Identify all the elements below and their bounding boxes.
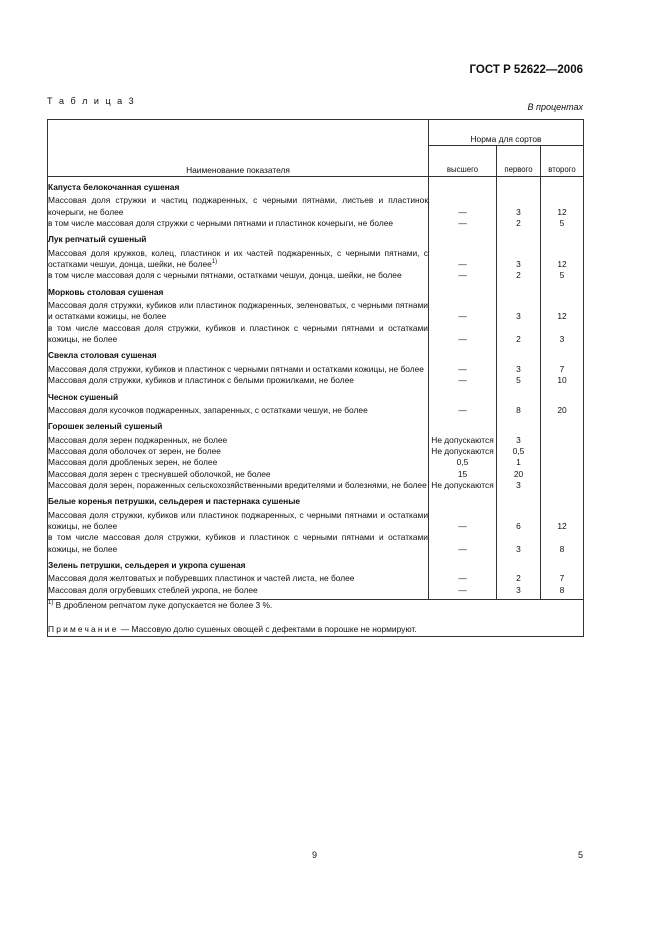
section-row xyxy=(48,177,584,196)
section-title: Свекла столовая сушеная xyxy=(48,350,157,361)
value-first-grade: 0,5 xyxy=(497,446,541,457)
empty-cell xyxy=(541,555,584,573)
value-second-grade: 12 xyxy=(541,300,584,323)
value-first-grade: 3 xyxy=(497,195,541,218)
value-first-grade: 20 xyxy=(497,469,541,480)
value-second-grade xyxy=(541,446,584,457)
section-row xyxy=(48,282,584,300)
value-top-grade: — xyxy=(429,510,497,533)
empty-cell xyxy=(497,229,541,247)
section-row xyxy=(48,416,584,434)
section-row xyxy=(48,387,584,405)
value-first-grade: 3 xyxy=(497,364,541,375)
value-first-grade: 2 xyxy=(497,218,541,229)
value-second-grade: 12 xyxy=(541,510,584,533)
indicator-name: Массовая доля стружки, кубиков или пластинок поджаренных, зеленоватых, с черными пятнами и остатками кожицы, не более xyxy=(48,300,428,322)
indicator-name: Массовая доля кружков, колец, пластинок и их частей поджаренных, с черными пятнами, с остатками чешуи, донца, шейки, не более xyxy=(48,247,428,270)
empty-cell xyxy=(429,345,497,363)
value-second-grade: 7 xyxy=(541,573,584,584)
table-row xyxy=(48,469,584,480)
table-row xyxy=(48,405,584,416)
value-top-grade: — xyxy=(429,532,497,555)
indicator-name: в том числе массовая доля стружки, кубиков и пластинок с черными пятнами и остатками кожицы, не более xyxy=(48,532,428,554)
value-second-grade xyxy=(541,480,584,491)
value-top-grade: — xyxy=(429,375,497,386)
note-text: — Массовую долю сушеных овощей с дефектами в порошке не нормируют. xyxy=(120,624,417,635)
empty-cell xyxy=(429,177,497,196)
value-second-grade: 20 xyxy=(541,405,584,416)
value-second-grade: 8 xyxy=(541,532,584,555)
indicator-name: Массовая доля стружки и частиц поджаренных, с черными пятнами, листьев и пластинок кочерыги, не более xyxy=(48,195,428,217)
empty-cell xyxy=(541,345,584,363)
footnote-mark: 1) xyxy=(48,600,54,607)
section-row xyxy=(48,345,584,363)
section-title: Белые коренья петрушки, сельдерея и пастернака сушеные xyxy=(48,496,301,507)
value-second-grade: 3 xyxy=(541,323,584,346)
indicator-name: Массовая доля зерен поджаренных, не более xyxy=(48,434,228,445)
standard-number: ГОСТ Р 52622—2006 xyxy=(469,64,583,76)
table-row xyxy=(48,435,584,446)
value-second-grade: 12 xyxy=(541,195,584,218)
empty-cell xyxy=(497,416,541,434)
empty-cell xyxy=(497,491,541,509)
empty-cell xyxy=(429,491,497,509)
table-row xyxy=(48,585,584,600)
value-top-grade: Не допускаются xyxy=(429,435,497,446)
value-top-grade: — xyxy=(429,364,497,375)
table-row xyxy=(48,457,584,468)
empty-cell xyxy=(429,416,497,434)
column-header-grade-top: высшего xyxy=(429,146,497,177)
value-second-grade: 12 xyxy=(541,248,584,271)
value-top-grade: — xyxy=(429,300,497,323)
value-top-grade: — xyxy=(429,585,497,600)
column-header-norm: Норма для сортов xyxy=(429,120,584,146)
empty-cell xyxy=(429,229,497,247)
value-first-grade: 1 xyxy=(497,457,541,468)
empty-cell xyxy=(497,387,541,405)
value-second-grade: 5 xyxy=(541,218,584,229)
table-row xyxy=(48,480,584,491)
page-number-left: 9 xyxy=(312,850,318,860)
value-top-grade: — xyxy=(429,573,497,584)
value-first-grade: 3 xyxy=(497,480,541,491)
value-first-grade: 3 xyxy=(497,435,541,446)
value-second-grade xyxy=(541,457,584,468)
indicator-name: в том числе массовая доля с черными пятнами, остатками чешуи, донца, шейки, не более xyxy=(48,270,402,281)
value-top-grade: — xyxy=(429,323,497,346)
page-number-right: 5 xyxy=(577,850,583,860)
value-top-grade: — xyxy=(429,218,497,229)
section-title: Морковь столовая сушеная xyxy=(48,286,164,297)
value-second-grade xyxy=(541,469,584,480)
table-row xyxy=(48,573,584,584)
section-row xyxy=(48,491,584,509)
indicator-name: Массовая доля огрубевших стеблей укропа, не более xyxy=(48,584,258,595)
value-top-grade: — xyxy=(429,270,497,281)
indicator-name: Массовая доля стружки, кубиков и пластинок с черными пятнами и остатками кожицы, не более xyxy=(48,363,424,374)
indicator-name: Массовая доля зерен, пораженных сельскохозяйственными вредителями и болезнями, не более xyxy=(48,479,427,490)
value-second-grade: 7 xyxy=(541,364,584,375)
empty-cell xyxy=(497,282,541,300)
table-row xyxy=(48,375,584,386)
indicator-name: Массовая доля желтоватых и побуревших пластинок и частей листа, не более xyxy=(48,573,355,584)
value-top-grade: — xyxy=(429,248,497,271)
footnote xyxy=(48,600,583,611)
value-first-grade: 5 xyxy=(497,375,541,386)
table-row xyxy=(48,532,584,555)
quality-norms-table xyxy=(47,119,584,637)
column-header-grade-first: первого xyxy=(497,146,541,177)
empty-cell xyxy=(429,555,497,573)
table-caption: Т а б л и ц а 3 xyxy=(47,96,136,106)
footnote-ref: 1) xyxy=(211,259,218,266)
value-top-grade: — xyxy=(429,195,497,218)
indicator-name: Массовая доля стружки, кубиков или пластинок поджаренных, с черными пятнами и остатками кожицы, не более xyxy=(48,509,428,531)
value-second-grade: 5 xyxy=(541,270,584,281)
empty-cell xyxy=(497,345,541,363)
indicator-name: Массовая доля кусочков поджаренных, запаренных, с остатками чешуи, не более xyxy=(48,404,368,415)
value-second-grade xyxy=(541,435,584,446)
table-row xyxy=(48,270,584,281)
table-row xyxy=(48,323,584,346)
value-first-grade: 3 xyxy=(497,248,541,271)
empty-cell xyxy=(541,491,584,509)
value-first-grade: 8 xyxy=(497,405,541,416)
indicator-name: Массовая доля стружки, кубиков и пластинок с белыми прожилками, не более xyxy=(48,375,354,386)
value-first-grade: 3 xyxy=(497,300,541,323)
indicator-name: Массовая доля дробленых зерен, не более xyxy=(48,457,218,468)
indicator-name: в том числе массовая доля стружки, кубиков и пластинок с черными пятнами и остатками кожицы, не более xyxy=(48,322,428,345)
table-row xyxy=(48,218,584,229)
empty-cell xyxy=(541,229,584,247)
section-title: Лук репчатый сушеный xyxy=(48,234,147,245)
section-title: Чеснок сушеный xyxy=(48,391,119,402)
table-row xyxy=(48,446,584,457)
value-first-grade: 6 xyxy=(497,510,541,533)
empty-cell xyxy=(541,282,584,300)
note-label: Примечание xyxy=(48,624,119,635)
footnote-text: В дробленом репчатом луке допускается не более 3 %. xyxy=(55,600,273,610)
value-top-grade: Не допускаются xyxy=(429,480,497,491)
value-top-grade: 15 xyxy=(429,469,497,480)
column-header-name: Наименование показателя xyxy=(48,120,429,177)
section-title: Горошек зеленый сушеный xyxy=(48,421,163,432)
indicator-name: Массовая доля оболочек от зерен, не более xyxy=(48,445,221,456)
table-row xyxy=(48,248,584,271)
section-row xyxy=(48,555,584,573)
table-row xyxy=(48,510,584,533)
empty-cell xyxy=(541,387,584,405)
empty-cell xyxy=(429,387,497,405)
section-title: Зелень петрушки, сельдерея и укропа сушеная xyxy=(48,559,246,570)
table-note xyxy=(48,624,583,635)
value-first-grade: 3 xyxy=(497,532,541,555)
table-body xyxy=(48,177,584,600)
value-second-grade: 8 xyxy=(541,585,584,600)
value-top-grade: Не допускаются xyxy=(429,446,497,457)
table-row xyxy=(48,364,584,375)
table-units: В процентах xyxy=(527,102,583,112)
column-header-grade-second: второго xyxy=(541,146,584,177)
table-row xyxy=(48,195,584,218)
value-first-grade: 2 xyxy=(497,573,541,584)
value-first-grade: 3 xyxy=(497,585,541,600)
value-top-grade: — xyxy=(429,405,497,416)
section-title: Капуста белокочанная сушеная xyxy=(48,182,180,192)
value-first-grade: 2 xyxy=(497,323,541,346)
empty-cell xyxy=(541,416,584,434)
empty-cell xyxy=(497,555,541,573)
value-second-grade: 10 xyxy=(541,375,584,386)
value-top-grade: 0,5 xyxy=(429,457,497,468)
indicator-name: в том числе массовая доля стружки с черными пятнами и пластинок кочерыги, не более xyxy=(48,218,394,229)
table-row xyxy=(48,300,584,323)
value-first-grade: 2 xyxy=(497,270,541,281)
table-footer xyxy=(48,600,584,637)
empty-cell xyxy=(429,282,497,300)
section-row xyxy=(48,229,584,247)
indicator-name: Массовая доля зерен с треснувшей оболочкой, не более xyxy=(48,468,271,479)
empty-cell xyxy=(497,177,541,196)
empty-cell xyxy=(541,177,584,196)
